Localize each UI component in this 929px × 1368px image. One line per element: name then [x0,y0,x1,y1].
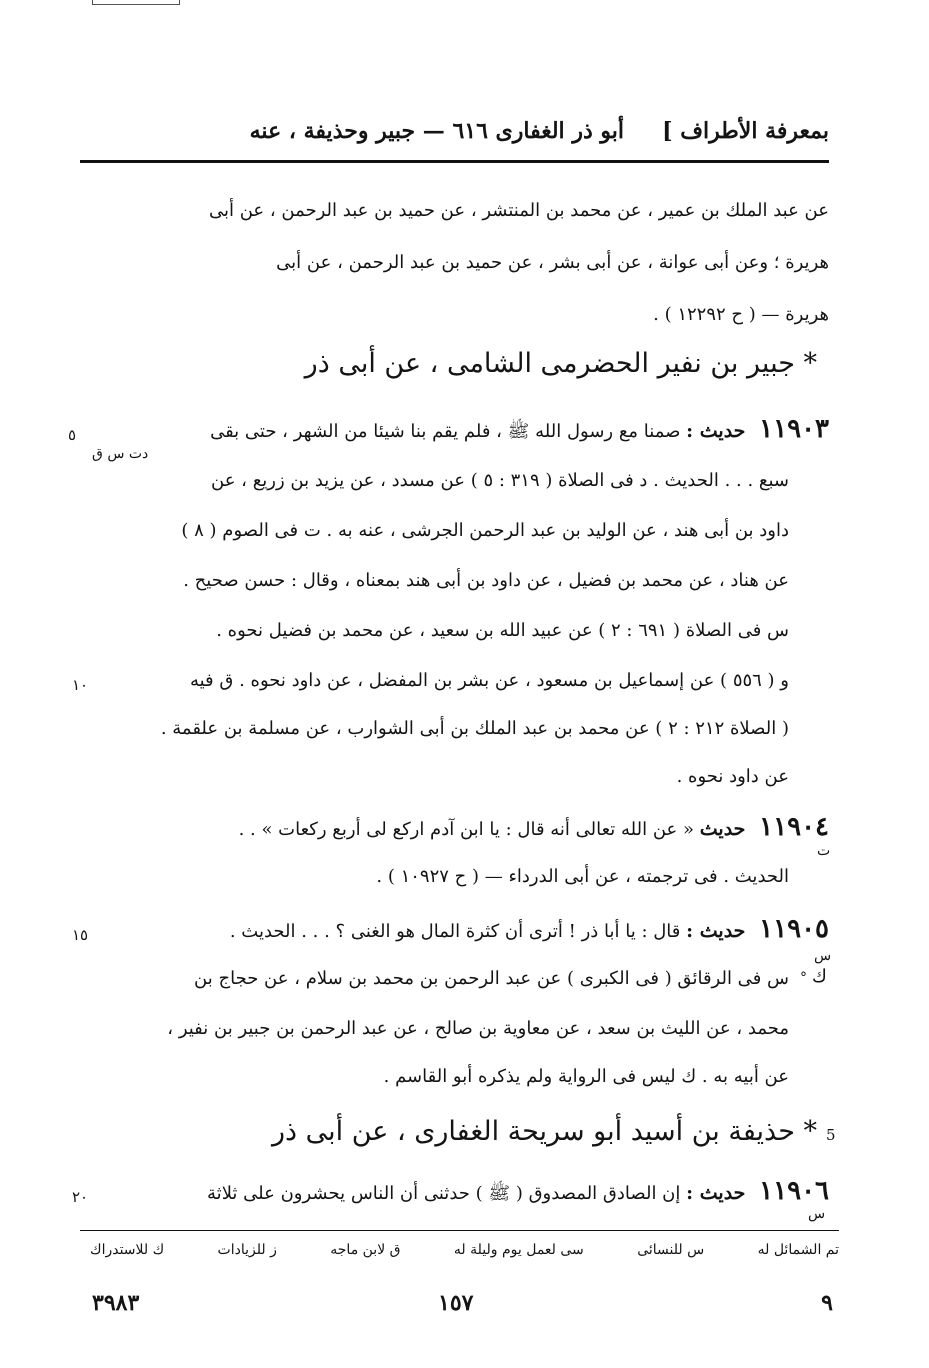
abbreviation-key [90,1242,839,1258]
text-line: هريرة — ( ح ١٢٢٩٢ ) . [653,304,829,325]
hadith-11904-first-line [239,812,829,842]
hadith-keyword: حديث : [686,420,746,442]
hadith-number: ١١٩٠٥ [759,914,829,944]
running-header [80,118,829,154]
header-rule [80,160,829,163]
hadith-siglum: ت [817,843,831,859]
hadith-number: ١١٩٠٤ [759,812,829,842]
text-line: عن عبد الملك بن عمير ، عن محمد بن المنتشر ، عن حميد بن عبد الرحمن ، عن أبى [208,200,829,221]
hadith-keyword: حديث : [686,920,746,942]
hadith-11903-first-line [210,414,829,446]
text-line: و ( ٥٥٦ ) عن إسماعيل بن مسعود ، عن بشر بن المفضل ، عن داود نحوه . ق فيه [189,670,789,691]
footnote-rule [80,1230,839,1231]
section-heading: * حذيفة بن أسيد أبو سريحة الغفارى ، عن أبى ذر [271,1116,817,1147]
hadith-siglum: دت س ق [92,446,149,462]
margin-line-number: ١٥ [72,926,89,944]
margin-line-number: ٥ [68,426,77,444]
margin-line-number: ١٠ [72,676,89,694]
hadith-11906-first-line [207,1176,829,1208]
abbreviation-item: سى لعمل يوم وليلة له [453,1242,584,1258]
margin-line-number: ٢٠ [72,1188,89,1206]
text-line: ( الصلاة ٢١٢ : ٢ ) عن محمد بن عبد الملك بن أبى الشوارب ، عن مسلمة بن علقمة . [160,718,789,739]
hadith-text: « عن الله تعالى أنه قال : يا ابن آدم اركع لى أربع ركعات » . . [238,819,695,840]
hadith-number: ١١٩٠٦ [759,1176,829,1206]
text-line: هريرة ؛ وعن أبى عوانة ، عن أبى بشر ، عن حميد بن عبد الرحمن ، عن أبى [276,252,829,273]
text-line: س فى الصلاة ( ٦٩١ : ٢ ) عن عبيد الله بن سعيد ، عن محمد بن فضيل نحوه . [216,620,789,641]
hadith-text: صمنا مع رسول الله ﷺ ، فلم يقم بنا شيئا من الشهر ، حتى بقى [210,421,681,442]
text-line: محمد ، عن الليث بن سعد ، عن معاوية بن صالح ، عن عبد الرحمن بن جبير بن نفير ، [167,1018,789,1039]
abbreviation-item: ك للاستدراك [90,1242,165,1258]
volume-number: ٩ [821,1290,833,1316]
top-edge-mark [92,0,180,5]
text-line: عن هناد ، عن محمد بن فضيل ، عن داود بن أبى هند بمعناه ، وقال : حسن صحيح . [183,570,789,591]
text-line: الحديث . فى ترجمته ، عن أبى الدرداء — ( ح ١٠٩٢٧ ) . [376,866,789,887]
hadith-siglum: س [808,1206,826,1222]
hadith-text: قال : يا أبا ذر ! أترى أن كثرة المال هو الغنى ؟ . . . الحديث . [229,921,681,942]
text-line: سبع . . . الحديث . د فى الصلاة ( ٣١٩ : ٥ ) عن مسدد ، عن يزيد بن زريع ، عن [211,470,789,491]
hadith-11905-first-line [230,914,829,944]
abbreviation-item: س للنسائى [637,1242,705,1258]
running-title-right: بمعرفة الأطراف ] [662,118,829,144]
running-title-center: أبو ذر الغفارى ٦١٦ — جبير وحذيفة ، عنه [249,118,624,144]
hadith-number: ١١٩٠٣ [759,414,829,444]
hadith-siglum: ك [812,966,827,987]
margin-line-number: 5 [826,1126,836,1144]
abbreviation-item: ز للزيادات [217,1242,277,1258]
hadith-keyword: حديث : [686,1182,746,1204]
text-line: عن أبيه به . ك ليس فى الرواية ولم يذكره أبو القاسم . [383,1066,789,1087]
hadith-siglum: ° [800,970,807,986]
hadith-keyword: حديث [699,818,746,840]
hadith-text: إن الصادق المصدوق ( ﷺ ) حدثنى أن الناس يحشرون على ثلاثة [207,1183,681,1204]
hadith-siglum: س [814,948,832,964]
text-line: عن داود نحوه . [676,766,789,787]
record-counter: ٣٩٨٣ [92,1290,140,1316]
section-heading: * جبير بن نفير الحضرمى الشامى ، عن أبى ذر [304,348,817,379]
abbreviation-item: تم الشمائل له [757,1242,839,1258]
text-line: س فى الرقائق ( فى الكبرى ) عن عبد الرحمن بن محمد بن سلام ، عن حجاج بن [194,968,789,989]
abbreviation-item: ق لابن ماجه [330,1242,401,1258]
page-number: ١٥٧ [438,1290,474,1316]
text-line: داود بن أبى هند ، عن الوليد بن عبد الرحمن الجرشى ، عنه به . ت فى الصوم ( ٨ ) [181,520,789,541]
